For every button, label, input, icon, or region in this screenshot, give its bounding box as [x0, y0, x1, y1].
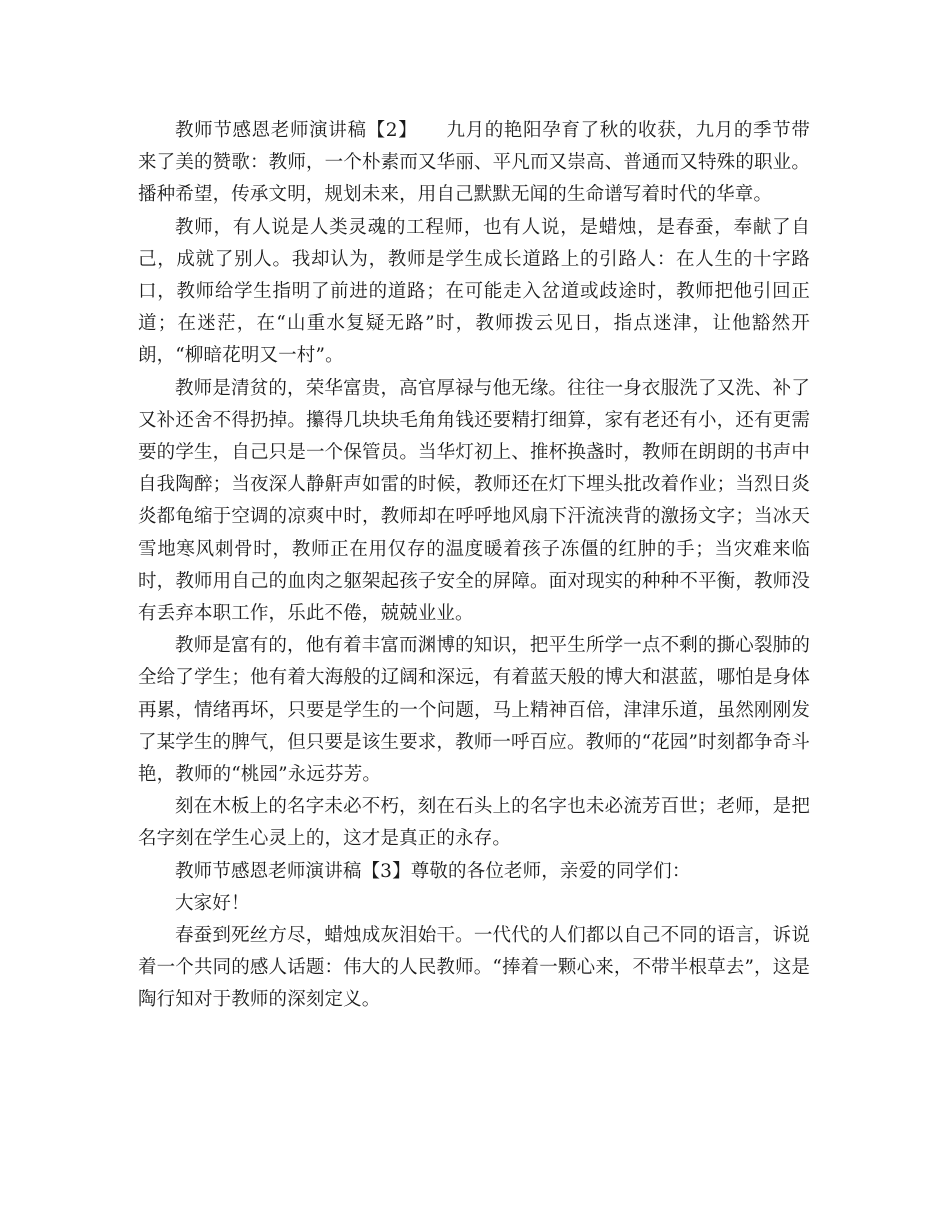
paragraph-1: 教师节感恩老师演讲稿【2】 九月的艳阳孕育了秋的收获，九月的季节带来了美的赞歌：教师，一个朴素而又华丽、平凡而又崇高、普通而又特殊的职业。播种希望，传承文明，规划未来，用自己默默无闻的生命谱写着时代的华章。 — [138, 120, 810, 206]
paragraph-4: 教师是富有的，他有着丰富而渊博的知识，把平生所学一点不剩的撕心裂肺的全给了学生；他有着大海般的辽阔和深远，有着蓝天般的博大和湛蓝，哪怕是身体再累，情绪再坏，只要是学生的一个问题，马上精神百倍，津津乐道，虽然刚刚发了某学生的脾气，但只要是该生要求，教师一呼百应。教师的“花园”时刻都争奇斗艳，教师的“桃园”永远芬芳。 — [138, 635, 810, 786]
paragraph-6-heading: 教师节感恩老师演讲稿【3】尊敬的各位老师，亲爱的同学们： — [175, 860, 691, 882]
paragraph-3: 教师是清贫的，荣华富贵，高官厚禄与他无缘。往往一身衣服洗了又洗、补了又补还舍不得扔掉。攥得几块块毛角角钱还要精打细算，家有老还有小，还有更需要的学生，自己只是一个保管员。当华灯初上、推杯换盏时，教师在朗朗的书声中自我陶醉；当夜深人静鼾声如雷的时候，教师还在灯下埋头批改着作业；当烈日炎炎都龟缩于空调的凉爽中时，教师却在呼呼地风扇下汗流浃背的激扬文字；当冰天雪地寒风刺骨时，教师正在用仅存的温度暖着孩子冻僵的红肿的手；当灾难来临时，教师用自己的血肉之躯架起孩子安全的屏障。面对现实的种种不平衡，教师没有丢弃本职工作，乐此不倦，兢兢业业。 — [138, 377, 810, 625]
paragraph-8: 春蚕到死丝方尽，蜡烛成灰泪始干。一代代的人们都以自己不同的语言，诉说着一个共同的感人话题：伟大的人民教师。“捧着一颗心来，不带半根草去”，这是陶行知对于教师的深刻定义。 — [138, 925, 810, 1011]
paragraph-7-greeting: 大家好！ — [175, 892, 250, 914]
paragraph-2: 教师，有人说是人类灵魂的工程师，也有人说，是蜡烛，是春蚕，奉献了自己，成就了别人。我却认为，教师是学生成长道路上的引路人：在人生的十字路口，教师给学生指明了前进的道路；在可能走入岔道或歧途时，教师把他引回正道；在迷茫，在“山重水复疑无路”时，教师拨云见日，指点迷津，让他豁然开朗，“柳暗花明又一村”。 — [138, 216, 810, 367]
paragraph-5: 刻在木板上的名字未必不朽，刻在石头上的名字也未必流芳百世；老师，是把名字刻在学生心灵上的，这才是真正的永存。 — [138, 796, 810, 850]
